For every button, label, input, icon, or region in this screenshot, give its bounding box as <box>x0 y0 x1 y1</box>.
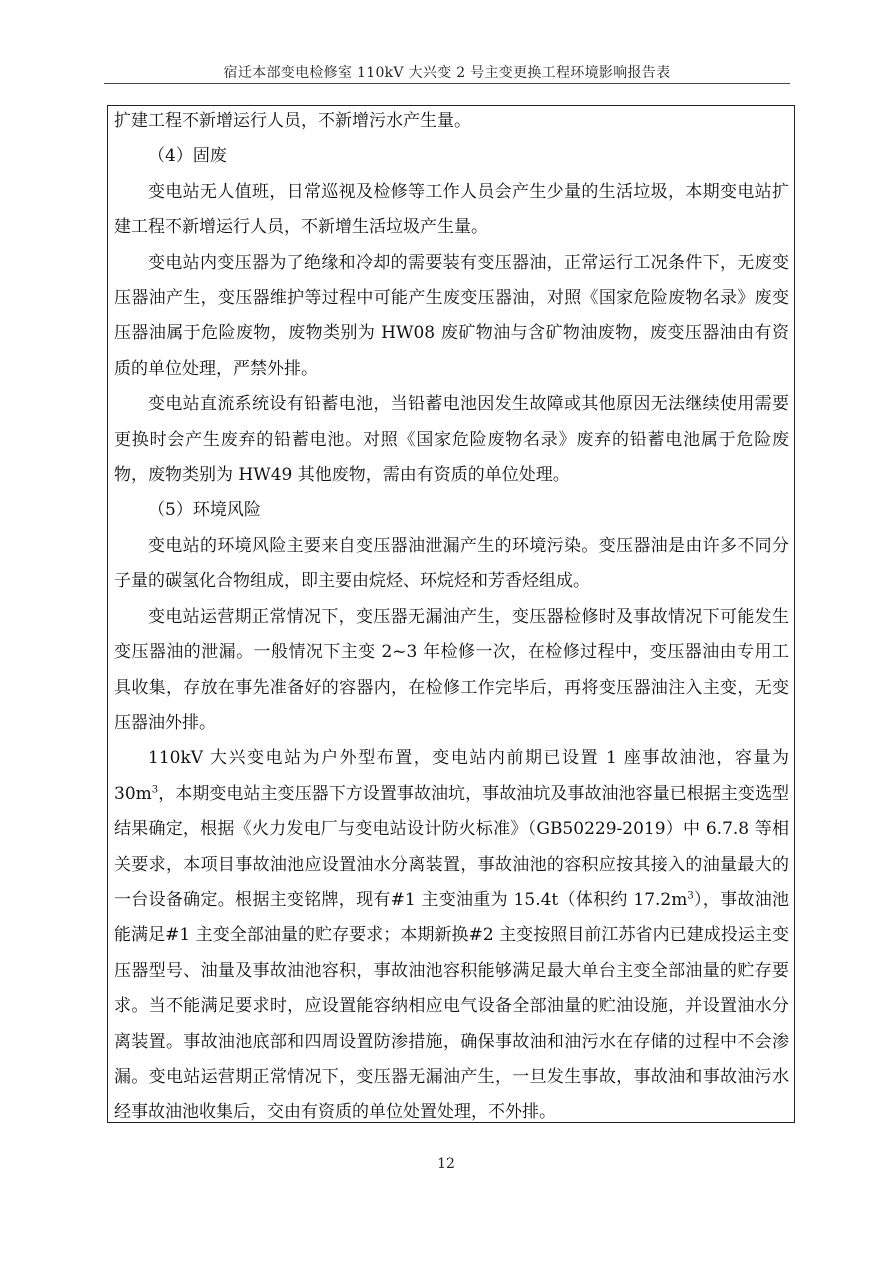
page-number: 12 <box>437 1156 455 1172</box>
body-text <box>114 104 789 1131</box>
paragraph-risk-source: 变电站的环境风险主要来自变压器油泄漏产生的环境污染。变压器油是由许多不同分子量的碳氢化合物组成，即主要由烷烃、环烷烃和芳香烃组成。 <box>114 535 789 592</box>
paragraph-accident-oil-pool-part2: ，本期变电站主变压器下方设置事故油坑，事故油坑及事故油池容量已根据主变选型结果确定，根据《火力发电厂与变电站设计防火标准》（GB50229-2019）中 6.7.8 等相关要求，本项目事故油池应设置油水分离装置，事故油池的容积应按其接入的油量最大的一台设备确定。根据主变铭牌，现有#1 主变油重为 15.4t（体积约 17.2m <box>114 783 789 910</box>
section-heading-solid-waste: （4）固废 <box>148 146 227 167</box>
paragraph-domestic-waste: 变电站无人值班，日常巡视及检修等工作人员会产生少量的生活垃圾，本期变电站扩建工程不新增运行人员，不新增生活垃圾产生量。 <box>114 181 789 238</box>
document-header: 宿迁本部变电检修室 110kV 大兴变 2 号主变更换工程环境影响报告表 <box>223 65 671 81</box>
paragraph-accident-oil-pool-part3: ），事故油池能满足#1 主变全部油量的贮存要求；本期新换#2 主变按照目前江苏省内已建成投运主变压器型号、油量及事故油池容积，事故油池容积能够满足最大单台主变全部油量的贮存要求。当不能满足要求时，应设置能容纳相应电气设备全部油量的贮油设施，并设置油水分离装置。事故油池底部和四周设置防渗措施，确保事故油和油污水在存储的过程中不会渗漏。变电站运营期正常情况下，变压器无漏油产生，一旦发生事故，事故油和事故油污水经事故油池收集后，交由有资质的单位处置处理，不外排。 <box>114 889 789 1123</box>
paragraph-maintenance-leak: 变电站运营期正常情况下，变压器无漏油产生，变压器检修时及事故情况下可能发生变压器油的泄漏。一般情况下主变 2~3 年检修一次，在检修过程中，变压器油由专用工具收集，存放在事先准备好的容器内，在检修工作完毕后，再将变压器油注入主变，无变压器油外排。 <box>114 606 789 733</box>
section-heading-environmental-risk: （5）环境风险 <box>148 500 261 521</box>
superscript-cubic: 3 <box>151 784 159 796</box>
paragraph-lead-battery: 变电站直流系统设有铅蓄电池，当铅蓄电池因发生故障或其他原因无法继续使用需要更换时会产生废弃的铅蓄电池。对照《国家危险废物名录》废弃的铅蓄电池属于危险废物，废物类别为 HW49 其他废物，需由有资质的单位处理。 <box>114 394 789 486</box>
paragraph-continuation: 扩建工程不新增运行人员，不新增污水产生量。 <box>114 111 471 131</box>
paragraph-transformer-oil: 变电站内变压器为了绝缘和冷却的需要装有变压器油，正常运行工况条件下，无废变压器油产生，变压器维护等过程中可能产生废变压器油，对照《国家危险废物名录》废变压器油属于危险废物，废物类别为 HW08 废矿物油与含矿物油废物，废变压器油由有资质的单位处理，严禁外排。 <box>114 252 789 379</box>
superscript-cubic: 3 <box>687 890 694 902</box>
paragraph-accident-oil-pool <box>114 741 789 1130</box>
paragraph-accident-oil-pool-part1: 110kV 大兴变电站为户外型布置，变电站内前期已设置 1 座事故油池，容量为 30m <box>114 748 789 804</box>
header-rule <box>104 83 790 84</box>
